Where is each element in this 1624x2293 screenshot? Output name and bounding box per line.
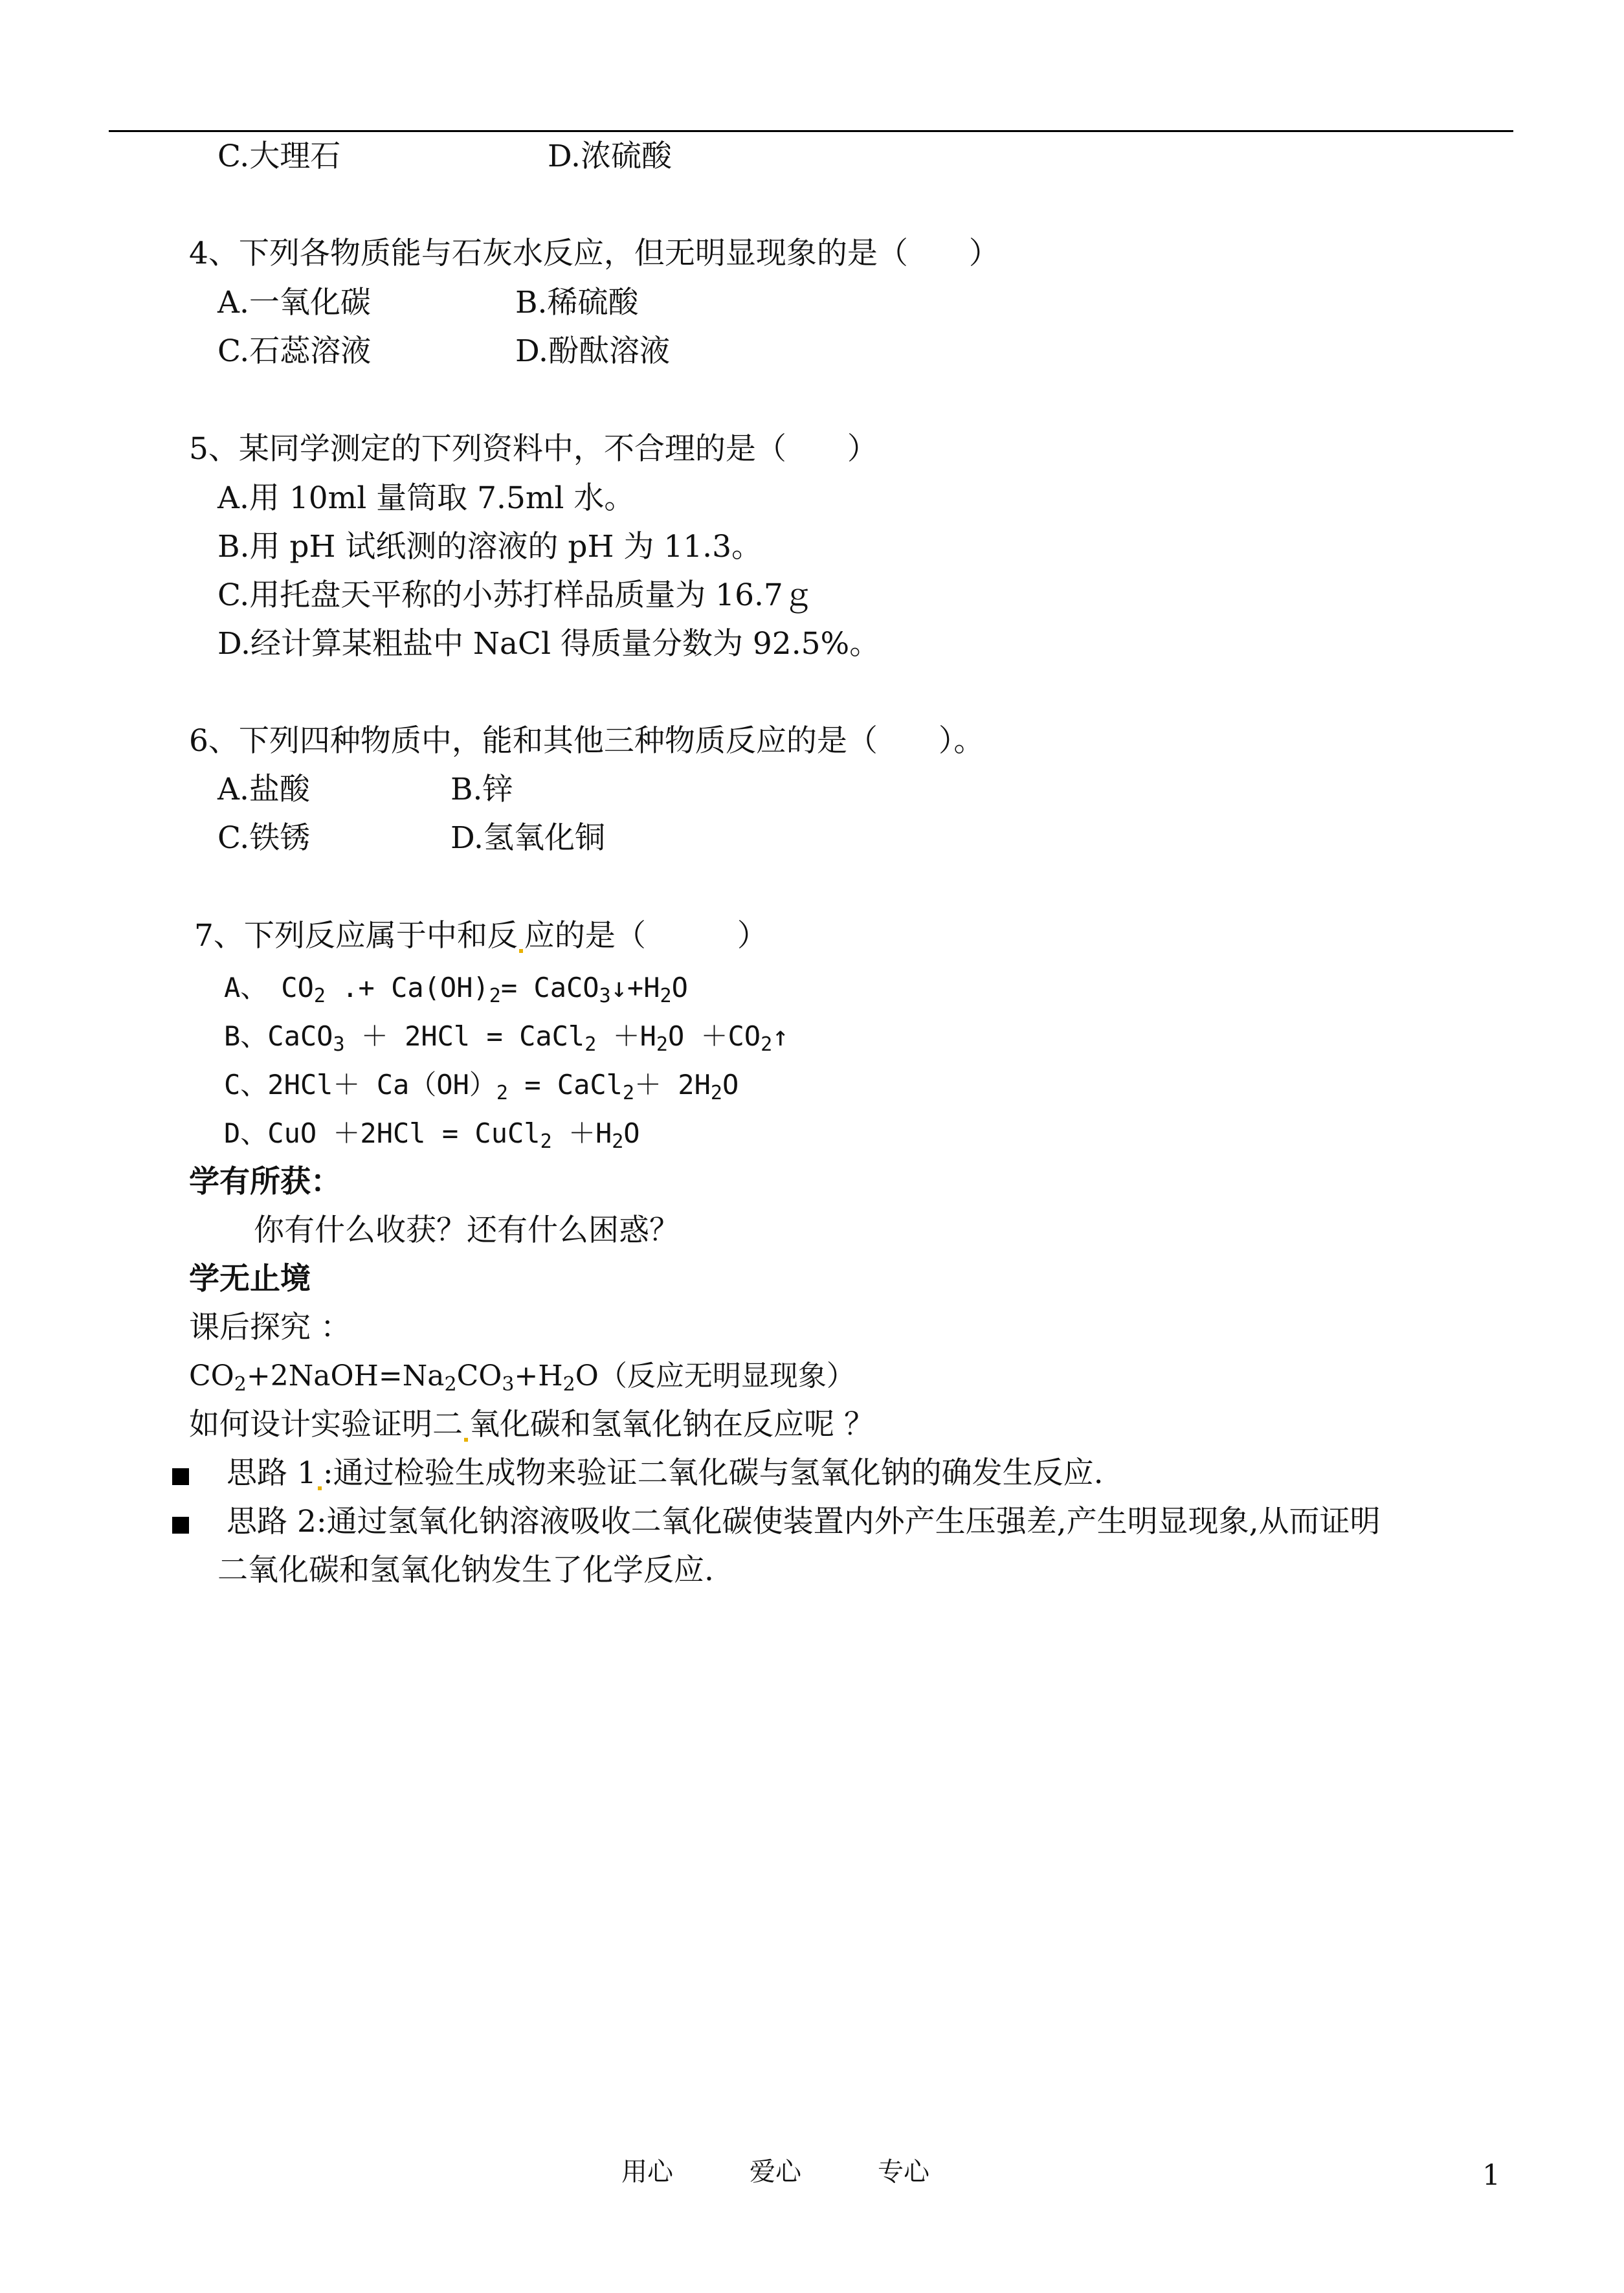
idea-1-text: :通过检验生成物来验证二氧化碳与氢氧化钠的确发生反应.: [322, 1455, 1104, 1491]
edit-mark: [519, 949, 523, 953]
eq-text: O: [671, 972, 688, 1003]
eq-text: O: [623, 1117, 640, 1149]
idea-1-label: 思路 1: [227, 1455, 317, 1491]
eq-text: C、2HCl＋ Ca（OH）: [224, 1069, 496, 1101]
footer-text-2: 爱心: [750, 2157, 801, 2187]
q4-option-d: D.酚酞溶液: [515, 333, 670, 369]
design-question: [189, 1405, 874, 1444]
naoh-equation: [189, 1357, 855, 1396]
eq-subscript: 2: [313, 985, 326, 1007]
eq-subscript: 2: [489, 985, 501, 1007]
eq-text: D、CuO ＋2HCl = CuCl: [224, 1117, 540, 1149]
eq-text: ＋ 2HCl = CaCl: [344, 1020, 585, 1052]
q7-option-b: [224, 1017, 788, 1056]
eq-text: +H: [514, 1359, 563, 1393]
eq-subscript: 3: [502, 1373, 515, 1396]
eq-subscript: 2: [496, 1082, 508, 1104]
eq-text: +2NaOH=Na: [246, 1359, 445, 1393]
footer-text-3: 专心: [878, 2157, 929, 2187]
q4-option-b: B.稀硫酸: [515, 285, 639, 320]
q4-option-c: C.石蕊溶液: [217, 333, 372, 369]
eq-text: = CaCO: [500, 972, 599, 1003]
after-class-explore: 课后探究 ：: [189, 1310, 351, 1345]
q7-option-c: [224, 1066, 739, 1104]
question-part-b: 氧化碳和氢氧化钠在反应呢 ？: [469, 1407, 874, 1442]
q6-stem: 6、下列四种物质中，能和其他三种物质反应的是（ ）。: [189, 723, 984, 759]
q3-option-c: C.大理石: [217, 139, 341, 174]
eq-text: O（反应无明显现象）: [575, 1359, 855, 1393]
eq-text: A、 CO: [224, 972, 314, 1003]
idea-1: [227, 1454, 1104, 1493]
eq-subscript: 2: [660, 985, 672, 1007]
eq-subscript: 2: [622, 1082, 635, 1104]
idea-2-line-1: 思路 2:通过氢氧化钠溶液吸收二氧化碳使装置内外产生压强差,产生明显现象,从而证明: [227, 1504, 1381, 1539]
page-number: 1: [1482, 2159, 1500, 2192]
q7-option-a: [224, 968, 688, 1007]
q4-stem: 4、下列各物质能与石灰水反应，但无明显现象的是（ ）: [189, 236, 999, 271]
eq-subscript: 2: [584, 1033, 597, 1056]
idea-2-line-2: 二氧化碳和氢氧化钠发生了化学反应.: [217, 1552, 714, 1588]
eq-text: ＋H: [551, 1117, 612, 1149]
q5-option-a: A.用 10ml 量筒取 7.5ml 水。: [217, 480, 635, 516]
eq-text: B、CaCO: [224, 1020, 333, 1052]
q4-option-a: A.一氧化碳: [217, 285, 371, 320]
edit-mark: [318, 1486, 322, 1490]
eq-text: ＋H: [596, 1020, 656, 1052]
eq-subscript: 3: [599, 985, 611, 1007]
section-title-gains: 学有所获：: [189, 1164, 341, 1200]
question-part-a: 如何设计实验证明二: [189, 1407, 463, 1442]
q7-option-d: [224, 1114, 640, 1153]
eq-text: CO: [189, 1359, 234, 1393]
header-rule: [109, 130, 1513, 132]
eq-text: O ＋CO: [667, 1020, 761, 1052]
q6-option-a: A.盐酸: [217, 772, 310, 807]
q6-option-b: B.锌: [450, 772, 513, 807]
eq-text: ＋ 2H: [634, 1069, 711, 1101]
eq-subscript: 3: [333, 1033, 345, 1056]
q7-stem-part-b: 应的是（ ）: [524, 918, 768, 954]
q3-option-d: D.浓硫酸: [548, 139, 672, 174]
footer-text-1: 用心: [621, 2157, 673, 2187]
eq-text: ↓+H: [610, 972, 660, 1003]
q5-option-d: D.经计算某粗盐中 NaCl 得质量分数为 92.5%。: [217, 626, 880, 662]
eq-subscript: 2: [656, 1033, 668, 1056]
section-title-endless: 学无止境: [189, 1261, 311, 1297]
edit-mark: [464, 1438, 468, 1442]
eq-text: CO: [456, 1359, 502, 1393]
eq-text: ↑: [772, 1020, 789, 1052]
eq-text: O: [722, 1069, 739, 1101]
eq-subscript: 2: [562, 1373, 575, 1396]
eq-text: = CaCl: [507, 1069, 623, 1101]
q5-option-b: B.用 pH 试纸测的溶液的 pH 为 11.3。: [217, 529, 762, 565]
section-gains-body: 你有什么收获？还有什么困惑？: [254, 1213, 680, 1248]
eq-subscript: 2: [761, 1033, 773, 1056]
eq-subscript: 2: [444, 1373, 457, 1396]
bullet-square-icon: [172, 1517, 189, 1534]
eq-subscript: 2: [540, 1130, 552, 1153]
q5-option-c: C.用托盘天平称的小苏打样品质量为 16.7ｇ: [217, 577, 814, 613]
eq-text: .+ Ca(OH): [325, 972, 489, 1003]
q6-option-d: D.氢氧化铜: [450, 820, 605, 856]
q6-option-c: C.铁锈: [217, 820, 311, 856]
q5-stem: 5、某同学测定的下列资料中，不合理的是（ ）: [189, 431, 878, 467]
bullet-square-icon: [172, 1468, 189, 1485]
eq-subscript: 2: [612, 1130, 624, 1153]
eq-subscript: 2: [234, 1373, 247, 1396]
q7-stem-part-a: 7、下列反应属于中和反: [194, 918, 518, 954]
eq-subscript: 2: [710, 1082, 722, 1104]
q7-stem: [194, 917, 768, 956]
